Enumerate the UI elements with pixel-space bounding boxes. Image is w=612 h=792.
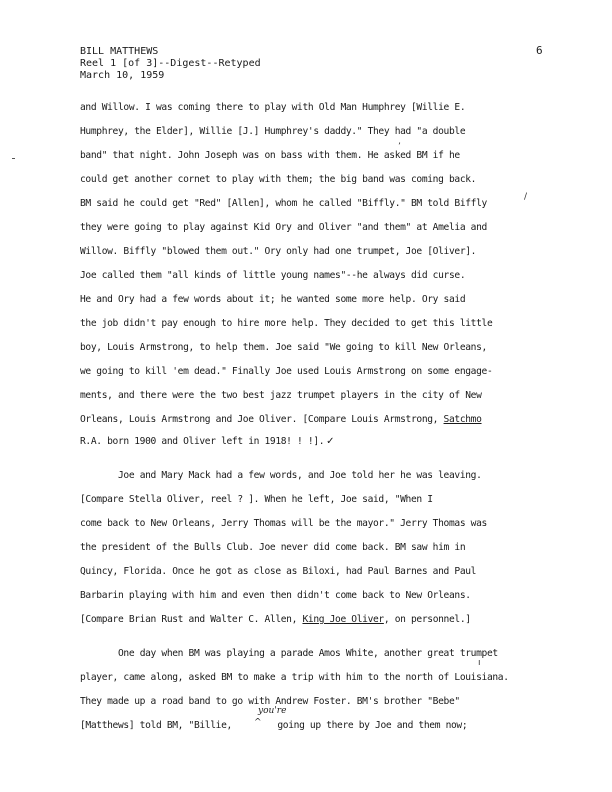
text-line: BM said he could get "Red" [Allen], whom he called "Biffly." BM told Biffly: [80, 198, 487, 209]
text-line: the job didn't pay enough to hire more help. They decided to get this little: [80, 318, 493, 329]
text-line: player, came along, asked BM to make a trip with him to the north of Louisiana.: [80, 672, 509, 683]
text-line: they were going to play against Kid Ory and Oliver "and them" at Amelia and: [80, 222, 487, 233]
header-date: March 10, 1959: [80, 70, 165, 81]
text-line: [80, 720, 467, 732]
document-header: [80, 46, 261, 82]
text-line: He and Ory had a few words about it; he wanted some more help. Ory said: [80, 294, 466, 305]
text-line: ments, and there were the two best jazz trumpet players in the city of New: [80, 390, 482, 401]
text-line: Joe called them "all kinds of little young names"--he always did curse.: [80, 270, 466, 281]
text-segment: [Matthews] told BM, "Billie,: [80, 720, 238, 731]
text-line: boy, Louis Armstrong, to help them. Joe said "We going to kill New Orleans,: [80, 342, 487, 353]
text-line: Quincy, Florida. Once he got as close as Biloxi, had Paul Barnes and Paul: [80, 566, 477, 577]
text-segment: , on personnel.]: [383, 614, 471, 625]
page-number: 6: [536, 44, 543, 57]
text-line: Barbarin playing with him and even then didn't come back to New Orleans.: [80, 590, 471, 601]
text-segment: [Compare Brian Rust and Walter C. Allen,: [80, 614, 303, 625]
text-line: [80, 414, 482, 426]
text-line: the president of the Bulls Club. Joe never did come back. BM saw him in: [80, 542, 466, 553]
text-line: Humphrey, the Elder], Willie [J.] Humphrey's daddy." They had "a double: [80, 126, 466, 137]
text-line: Joe and Mary Mack had a few words, and Joe told her he was leaving.: [118, 470, 482, 481]
text-line: we going to kill 'em dead." Finally Joe used Louis Armstrong on some engage-: [80, 366, 493, 377]
tick-mark-icon: ı: [478, 658, 481, 668]
margin-mark: [12, 158, 15, 159]
handwritten-youre: you're: [258, 706, 287, 716]
underlined-title-king-joe-oliver: King Joe Oliver: [302, 614, 384, 625]
text-line: One day when BM was playing a parade Amos White, another great trumpet: [118, 648, 498, 659]
text-line: could get another cornet to play with them; the big band was coming back.: [80, 174, 477, 185]
text-line: come back to New Orleans, Jerry Thomas will be the mayor." Jerry Thomas was: [80, 518, 487, 529]
text-line: They made up a road band to go with Andrew Foster. BM's brother "Bebe": [80, 696, 460, 707]
text-line: band" that night. John Joseph was on bass with them. He asked BM if he: [80, 150, 460, 161]
text-line: Willow. Biffly "blowed them out." Ory only had one trumpet, Joe [Oliver].: [80, 246, 477, 257]
caret-mark-icon: ^: [254, 718, 262, 728]
header-name: BILL MATTHEWS: [80, 46, 159, 57]
tick-mark-icon: ʼ: [398, 142, 401, 152]
tick-mark-icon: /: [524, 192, 528, 202]
underlined-title-satchmo: Satchmo: [443, 414, 482, 425]
text-line: [80, 614, 471, 626]
checkmark-icon: ✓: [326, 436, 335, 447]
text-line: and Willow. I was coming there to play with Old Man Humphrey [Willie E.: [80, 102, 466, 113]
header-reel: Reel 1 [of 3]--Digest--Retyped: [80, 58, 261, 69]
text-segment: Orleans, Louis Armstrong and Joe Oliver. [Compare Louis Armstrong,: [80, 414, 444, 425]
text-line: [80, 436, 334, 448]
text-line: [Compare Stella Oliver, reel ? ]. When he left, Joe said, "When I: [80, 494, 433, 505]
text-segment: going up there by Joe and them now;: [277, 720, 468, 731]
text-segment: R.A. born 1900 and Oliver left in 1918! ! !].: [80, 436, 325, 447]
